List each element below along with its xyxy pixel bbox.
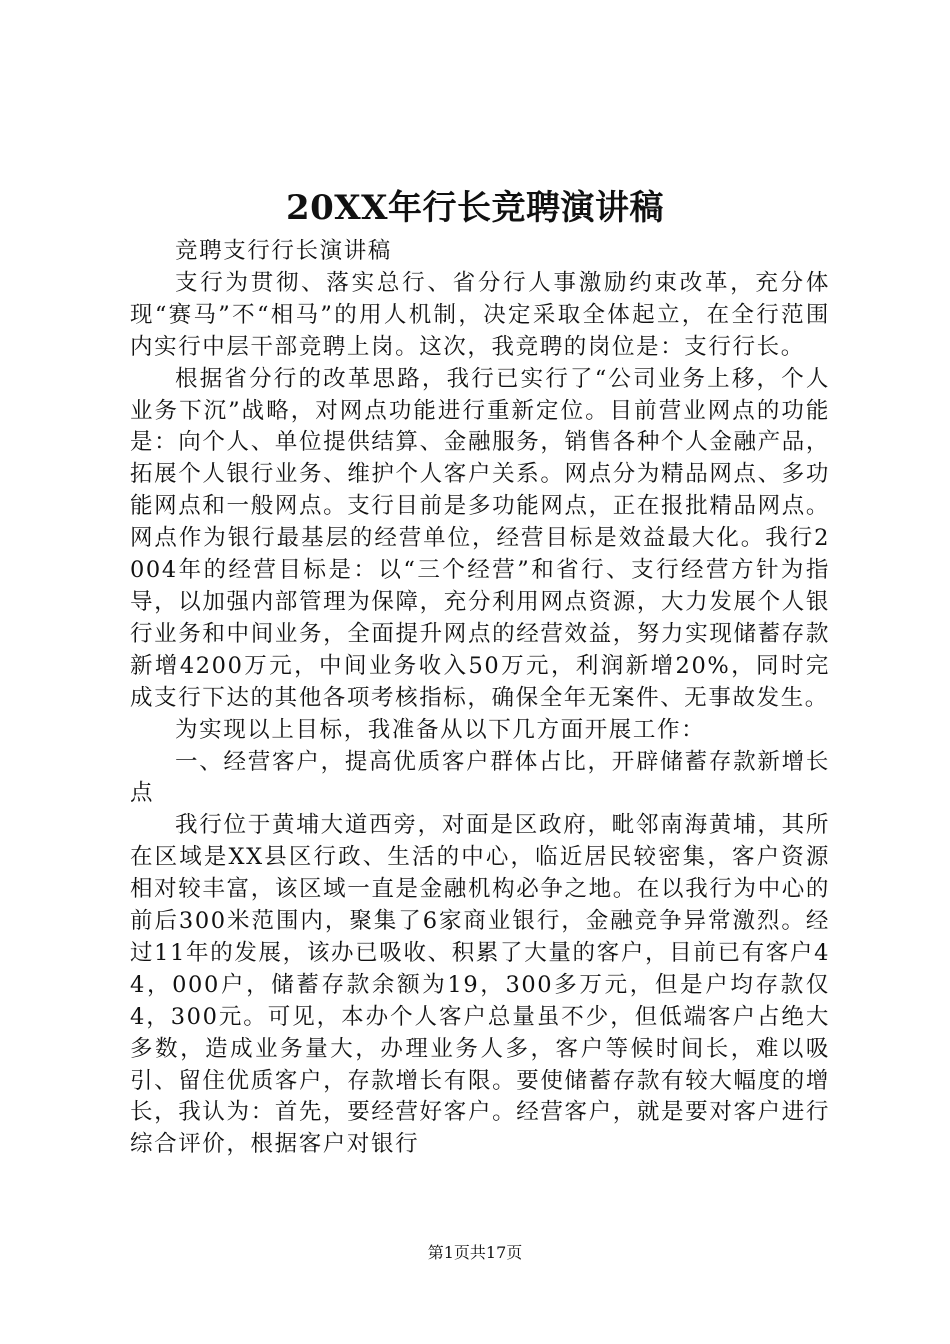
page-total: 共17页	[469, 1243, 523, 1262]
page-number: 第1页	[427, 1243, 470, 1262]
paragraph: 支行为贯彻、落实总行、省分行人事激励约束改革，充分体现“赛马”不“相马”的用人机制，决定采取全体起立，在全行范围内实行中层干部竞聘上岗。这次，我竞聘的岗位是：支行行长。	[130, 269, 830, 360]
page-footer	[0, 1242, 950, 1264]
paragraph: 根据省分行的改革思路，我行已实行了“公司业务上移，个人业务下沉”战略，对网点功能进行重新定位。目前营业网点的功能是：向个人、单位提供结算、金融服务，销售各种个人金融产品，拓展个人银行业务、维护个人客户关系。网点分为精品网点、多功能网点和一般网点。支行目前是多功能网点，正在报批精品网点。网点作为银行最基层的经营单位，经营目标是效益最大化。我行2004年的经营目标是：以“三个经营”和省行、支行经营方针为指导，以加强内部管理为保障，充分利用网点资源，大力发展个人银行业务和中间业务，全面提升网点的经营效益，努力实现储蓄存款新增4200万元，中间业务收入50万元，利润新增20%，同时完成支行下达的其他各项考核指标，确保全年无案件、无事故发生。	[130, 365, 830, 711]
section-heading: 一、经营客户，提高优质客户群体占比，开辟储蓄存款新增长点	[130, 748, 830, 807]
paragraph: 我行位于黄埔大道西旁，对面是区政府，毗邻南海黄埔，其所在区域是XX县区行政、生活的中心，临近居民较密集，客户资源相对较丰富，该区域一直是金融机构必争之地。在以我行为中心的前后300米范围内，聚集了6家商业银行，金融竞争异常激烈。经过11年的发展，该办已吸收、积累了大量的客户，目前已有客户44，000户，储蓄存款余额为19，300多万元，但是户均存款仅4，300元。可见，本办个人客户总量虽不少，但低端客户占绝大多数，造成业务量大，办理业务人多，客户等候时间长，难以吸引、留住优质客户，存款增长有限。要使储蓄存款有较大幅度的增长，我认为：首先，要经营好客户。经营客户，就是要对客户进行综合评价，根据客户对银行	[130, 812, 830, 1158]
paragraph-subtitle: 竞聘支行行长演讲稿	[175, 238, 392, 264]
document-title: 20XX年行长竞聘演讲稿	[285, 188, 665, 228]
document-body	[130, 236, 830, 1161]
paragraph: 为实现以上目标，我准备从以下几方面开展工作：	[175, 716, 706, 743]
